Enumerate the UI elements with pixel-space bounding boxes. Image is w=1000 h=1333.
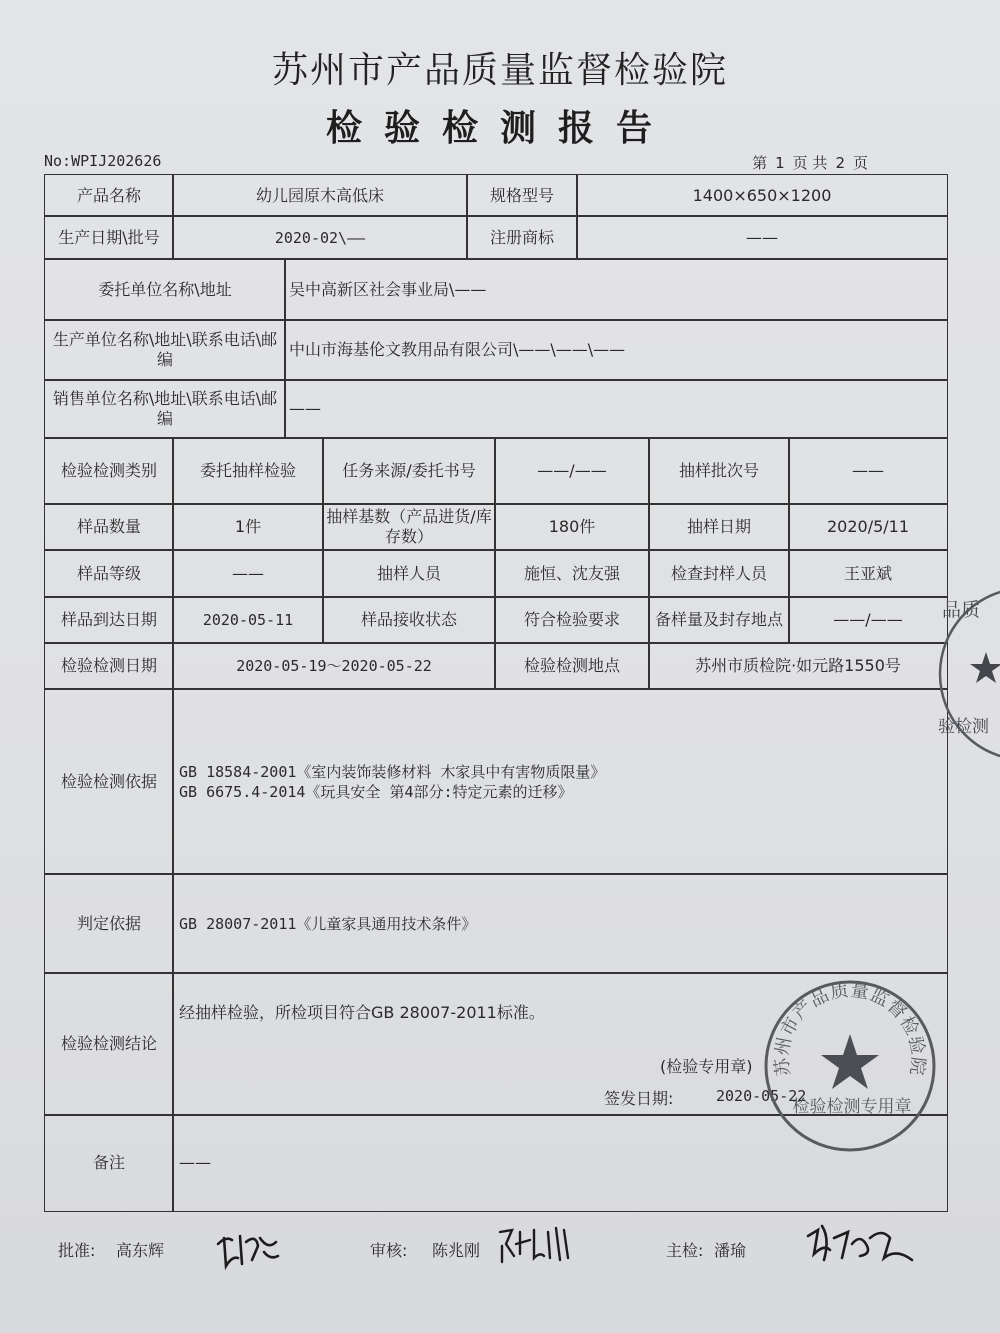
sampling-base-label: 抽样基数（产品进货/库存数） <box>322 503 496 551</box>
report-number: No:WPIJ202626 <box>44 152 162 170</box>
sealer-label: 检查封样人员 <box>648 549 790 598</box>
spec-value: 1400×650×1200 <box>576 174 948 217</box>
test-location-value: 苏州市质检院·如元路1550号 <box>648 642 948 690</box>
issue-date-value: 2020-05-22 <box>716 1087 807 1105</box>
production-date-value: 2020-02\—— <box>172 215 468 260</box>
production-date-label: 生产日期\批号 <box>44 215 174 260</box>
sampler-label: 抽样人员 <box>322 549 496 598</box>
receipt-status-value: 符合检验要求 <box>494 596 650 644</box>
spec-label: 规格型号 <box>466 174 578 217</box>
test-type-label: 检验检测类别 <box>44 437 174 505</box>
sealer-value: 王亚斌 <box>788 549 948 598</box>
sampler-value: 施恒、沈友强 <box>494 549 650 598</box>
batch-no-value: —— <box>788 437 948 505</box>
arrival-date-label: 样品到达日期 <box>44 596 174 644</box>
receipt-status-label: 样品接收状态 <box>322 596 496 644</box>
edge-seal-star-icon <box>970 652 1000 683</box>
official-seal <box>760 976 940 1156</box>
edge-seal <box>930 578 1000 768</box>
sample-qty-label: 样品数量 <box>44 503 174 551</box>
inspector-name: 潘瑜 <box>714 1241 747 1260</box>
org-title: 苏州市产品质量监督检验院 <box>271 50 728 91</box>
product-name-label: 产品名称 <box>44 174 174 217</box>
inspector-label: 主检: <box>666 1241 704 1260</box>
approver-label: 批准: <box>58 1241 96 1260</box>
arrival-date-value: 2020-05-11 <box>172 596 324 644</box>
page-current: 1 <box>775 154 785 172</box>
manufacturer-value: 中山市海基伦文教用品有限公司\——\——\—— <box>284 319 948 381</box>
edge-seal-bottom-text: 验检测 <box>938 717 989 737</box>
approver-name: 高东辉 <box>116 1241 165 1260</box>
test-date-label: 检验检测日期 <box>44 642 174 690</box>
page-total: 2 <box>835 154 845 172</box>
task-source-label: 任务来源/委托书号 <box>322 437 496 505</box>
page-indicator: 第 1 页 共 2 页 <box>752 154 868 172</box>
client-label: 委托单位名称\地址 <box>44 258 286 321</box>
seal-star-icon <box>821 1034 879 1089</box>
reserve-label: 备样量及封存地点 <box>648 596 790 644</box>
client-value: 吴中高新区社会事业局\—— <box>284 258 948 321</box>
approver-signature <box>212 1216 284 1272</box>
trademark-label: 注册商标 <box>466 215 578 260</box>
test-type-value: 委托抽样检验 <box>172 437 324 505</box>
seal-note: (检验专用章) <box>660 1057 753 1076</box>
basis-line: GB 6675.4-2014《玩具安全 第4部分:特定元素的迁移》 <box>179 782 573 801</box>
conclusion-label: 检验检测结论 <box>44 972 174 1116</box>
basis-label: 检验检测依据 <box>44 688 174 875</box>
issue-date-label: 签发日期: <box>604 1089 674 1108</box>
sampling-base-value: 180件 <box>494 503 650 551</box>
trademark-value: —— <box>576 215 948 260</box>
reserve-value: ——/—— <box>788 596 948 644</box>
seller-label: 销售单位名称\地址\联系电话\邮编 <box>44 379 286 439</box>
judgment-value: GB 28007-2011《儿童家具通用技术条件》 <box>172 873 948 974</box>
seal-bottom-text: 检验检测专用章 <box>792 1097 912 1117</box>
basis-line: GB 18584-2001《室内装饰装修材料 木家具中有害物质限量》 <box>179 762 606 781</box>
sample-grade-label: 样品等级 <box>44 549 174 598</box>
remarks-label: 备注 <box>44 1114 174 1212</box>
reviewer-label: 审核: <box>370 1241 408 1260</box>
sampling-date-label: 抽样日期 <box>648 503 790 551</box>
conclusion-text: 经抽样检验，所检项目符合GB 28007-2011标准。 <box>179 1003 545 1022</box>
sample-qty-value: 1件 <box>172 503 324 551</box>
edge-seal-top-text: 品质 <box>942 599 981 621</box>
manufacturer-label: 生产单位名称\地址\联系电话\邮编 <box>44 319 286 381</box>
judgment-label: 判定依据 <box>44 873 174 974</box>
report-title: 检验检测报告 <box>325 107 674 149</box>
sample-grade-value: —— <box>172 549 324 598</box>
test-date-value: 2020-05-19～2020-05-22 <box>172 642 496 690</box>
reviewer-name: 陈兆刚 <box>432 1241 481 1260</box>
seller-value: —— <box>284 379 948 439</box>
inspector-signature <box>800 1214 920 1274</box>
reviewer-signature <box>494 1222 576 1268</box>
test-location-label: 检验检测地点 <box>494 642 650 690</box>
seal-ring-text: 苏州市产品质量监督检验院 <box>771 979 929 1078</box>
batch-no-label: 抽样批次号 <box>648 437 790 505</box>
task-source-value: ——/—— <box>494 437 650 505</box>
basis-value <box>172 688 948 875</box>
remarks-value: —— <box>172 1114 948 1212</box>
product-name-value: 幼儿园原木高低床 <box>172 174 468 217</box>
sampling-date-value: 2020/5/11 <box>788 503 948 551</box>
